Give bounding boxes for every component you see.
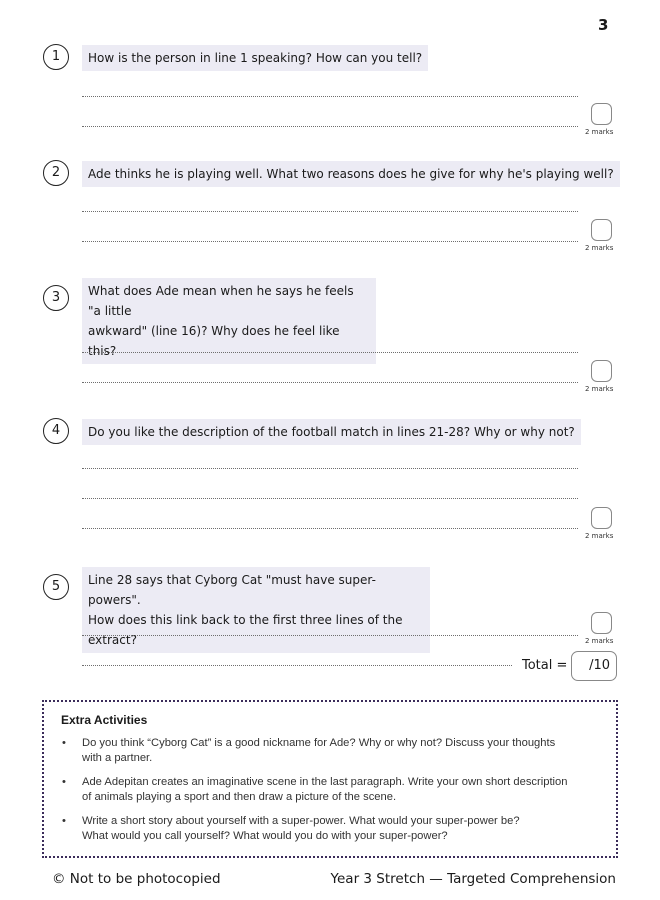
question-number-3: 3 — [43, 285, 69, 311]
extra-activity-item — [58, 775, 598, 805]
answer-line-4a[interactable] — [82, 468, 578, 469]
extra-activity-line: What would you call yourself? What would you do with your super-power? — [82, 830, 448, 842]
question-number-4: 4 — [43, 418, 69, 444]
answer-line-4c[interactable] — [82, 528, 578, 529]
extra-activities-list — [58, 736, 598, 853]
extra-activities-title: Extra Activities — [61, 713, 148, 727]
page-number: 3 — [598, 16, 609, 34]
extra-activity-line: of animals playing a sport and then draw a picture of the scene. — [82, 791, 397, 803]
question-text-5 — [82, 567, 430, 653]
extra-activity-item — [58, 814, 598, 844]
question-text-5-line1: Line 28 says that Cyborg Cat "must have super-powers". — [88, 573, 376, 607]
question-text-1: How is the person in line 1 speaking? How can you tell? — [82, 45, 428, 71]
question-text-2: Ade thinks he is playing well. What two reasons does he give for why he's playing well? — [82, 161, 620, 187]
marks-label-5: 2 marks — [585, 637, 614, 645]
footer-book-title: Year 3 Stretch — Targeted Comprehension — [330, 871, 616, 887]
question-text-5-line2: How does this link back to the first three lines of the extract? — [88, 613, 403, 647]
extra-activity-line: Do you think “Cyborg Cat” is a good nickname for Ade? Why or why not? Discuss your thoughts — [82, 737, 556, 749]
bullet-icon: • — [62, 776, 66, 788]
mark-box-1[interactable] — [591, 103, 612, 125]
answer-line-5b[interactable] — [82, 665, 512, 666]
mark-box-4[interactable] — [591, 507, 612, 529]
answer-line-2a[interactable] — [82, 211, 578, 212]
question-number-1: 1 — [43, 44, 69, 70]
bullet-icon: • — [62, 815, 66, 827]
mark-box-2[interactable] — [591, 219, 612, 241]
marks-label-3: 2 marks — [585, 385, 614, 393]
extra-activity-line: Ade Adepitan creates an imaginative scene in the last paragraph. Write your own short description — [82, 776, 568, 788]
answer-line-1a[interactable] — [82, 96, 578, 97]
total-value: /10 — [589, 658, 610, 673]
answer-line-4b[interactable] — [82, 498, 578, 499]
mark-box-5[interactable] — [591, 612, 612, 634]
bullet-icon: • — [62, 737, 66, 749]
extra-activity-item — [58, 736, 598, 766]
answer-line-1b[interactable] — [82, 126, 578, 127]
extra-activity-line: with a partner. — [82, 752, 153, 764]
marks-label-4: 2 marks — [585, 532, 614, 540]
question-text-3-line2: awkward" (line 16)? Why does he feel like this? — [88, 324, 340, 358]
answer-line-3a[interactable] — [82, 352, 578, 353]
total-box[interactable] — [571, 651, 617, 681]
total-label: Total = — [522, 658, 568, 673]
answer-line-5a[interactable] — [82, 635, 578, 636]
question-number-5: 5 — [43, 574, 69, 600]
question-text-3-line1: What does Ade mean when he says he feels "a little — [88, 284, 354, 318]
extra-activity-line: Write a short story about yourself with a super-power. What would your super-power be? — [82, 815, 520, 827]
mark-box-3[interactable] — [591, 360, 612, 382]
answer-line-2b[interactable] — [82, 241, 578, 242]
marks-label-1: 2 marks — [585, 128, 614, 136]
extra-activities-box — [42, 700, 618, 858]
marks-label-2: 2 marks — [585, 244, 614, 252]
answer-line-3b[interactable] — [82, 382, 578, 383]
question-number-2: 2 — [43, 160, 69, 186]
question-text-4: Do you like the description of the football match in lines 21-28? Why or why not? — [82, 419, 581, 445]
footer-copyright: © Not to be photocopied — [52, 871, 221, 887]
